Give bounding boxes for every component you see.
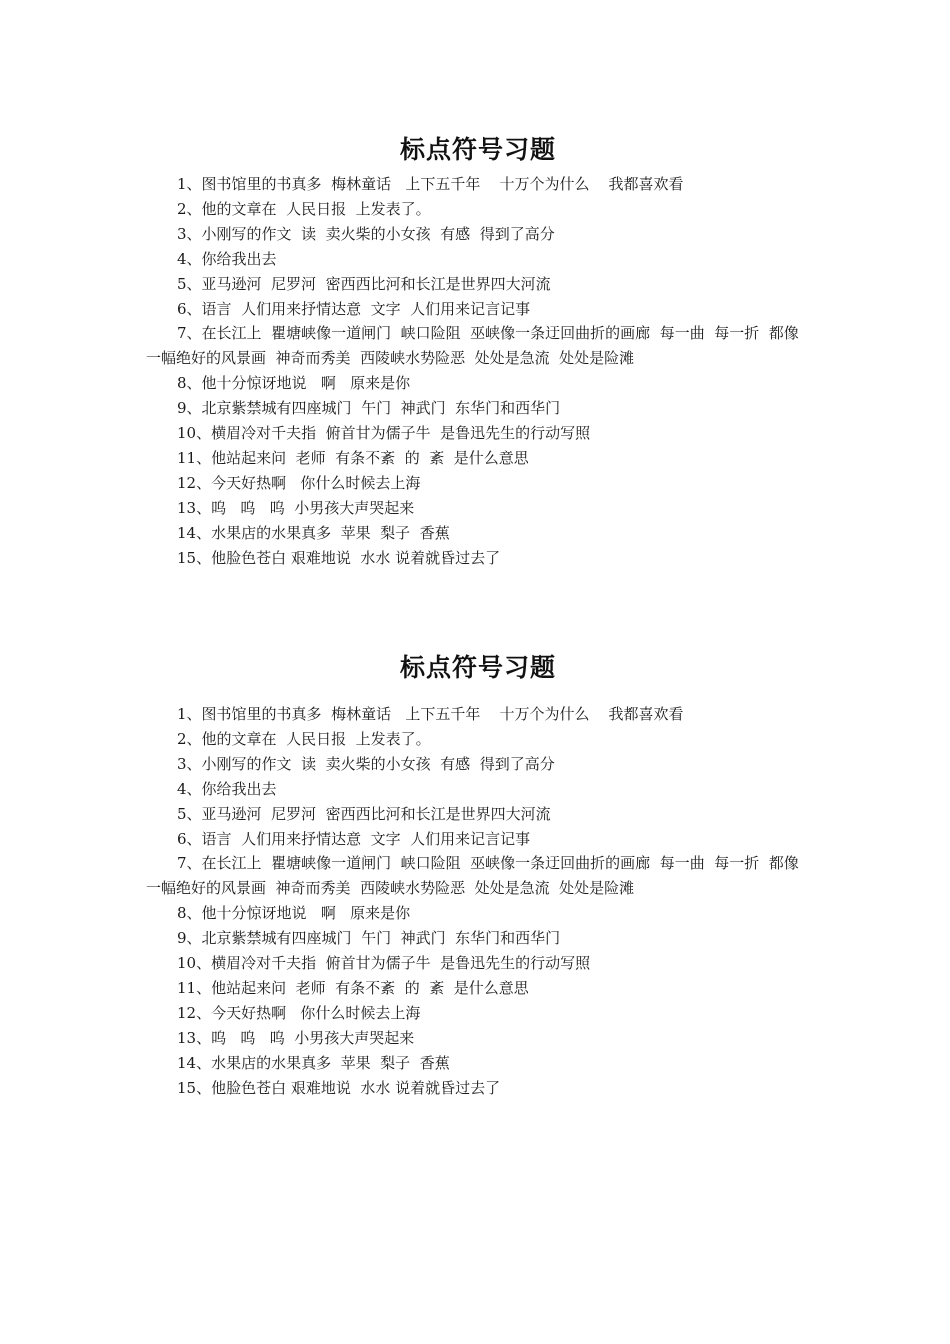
exercise-item: 7、在长江上 瞿塘峡像一道闸门 峡口险阻 巫峡像一条迂回曲折的画廊 每一曲 每一折 都像一幅绝好的风景画 神奇而秀美 西陵峡水势险恶 处处是急流 处处是险滩 [146,854,799,898]
exercise-item: 10、横眉冷对千夫指 俯首甘为儒子牛 是鲁迅先生的行动写照 [177,424,591,443]
exercise-item: 14、水果店的水果真多 苹果 梨子 香蕉 [177,523,450,542]
exercise-item: 8、他十分惊讶地说 啊 原来是你 [177,374,411,393]
exercise-item: 11、他站起来问 老师 有条不紊 的 紊 是什么意思 [177,978,529,997]
exercise-item: 15、他脸色苍白 艰难地说 水水 说着就昏过去了 [177,1078,501,1097]
exercise-item: 10、横眉冷对千夫指 俯首甘为儒子牛 是鲁迅先生的行动写照 [177,954,591,973]
exercise-item: 15、他脸色苍白 艰难地说 水水 说着就昏过去了 [177,548,501,567]
exercise-item: 9、北京紫禁城有四座城门 午门 神武门 东华门和西华门 [177,399,561,418]
exercise-item: 14、水果店的水果真多 苹果 梨子 香蕉 [177,1053,450,1072]
exercise-item: 13、呜 呜 呜 小男孩大声哭起来 [177,1028,415,1047]
exercise-item: 2、他的文章在 人民日报 上发表了。 [177,199,431,218]
exercise-item: 8、他十分惊讶地说 啊 原来是你 [177,904,411,923]
exercise-item: 7、在长江上 瞿塘峡像一道闸门 峡口险阻 巫峡像一条迂回曲折的画廊 每一曲 每一折 都像一幅绝好的风景画 神奇而秀美 西陵峡水势险恶 处处是急流 处处是险滩 [146,324,799,368]
exercise-list [146,172,810,571]
exercise-item: 5、亚马逊河 尼罗河 密西西比河和长江是世界四大河流 [177,274,551,293]
exercise-list [146,702,810,1101]
exercise-item: 5、亚马逊河 尼罗河 密西西比河和长江是世界四大河流 [177,804,551,823]
exercise-item: 4、你给我出去 [177,249,277,268]
exercise-item: 12、今天好热啊 你什么时候去上海 [177,473,421,492]
exercise-section-2 [146,650,810,1101]
exercise-item: 12、今天好热啊 你什么时候去上海 [177,1003,421,1022]
section-title: 标点符号习题 [399,135,556,164]
exercise-item: 4、你给我出去 [177,779,277,798]
exercise-item: 11、他站起来问 老师 有条不紊 的 紊 是什么意思 [177,448,529,467]
exercise-section-1 [146,132,810,571]
exercise-item: 1、图书馆里的书真多 梅林童话 上下五千年 十万个为什么 我都喜欢看 [177,175,684,193]
section-title: 标点符号习题 [399,653,556,682]
exercise-item: 6、语言 人们用来抒情达意 文字 人们用来记言记事 [177,829,531,848]
exercise-item: 13、呜 呜 呜 小男孩大声哭起来 [177,498,415,517]
exercise-item: 2、他的文章在 人民日报 上发表了。 [177,729,431,748]
exercise-item: 3、小刚写的作文 读 卖火柴的小女孩 有感 得到了高分 [177,754,555,773]
exercise-item: 6、语言 人们用来抒情达意 文字 人们用来记言记事 [177,299,531,318]
exercise-item: 9、北京紫禁城有四座城门 午门 神武门 东华门和西华门 [177,929,561,948]
exercise-item: 1、图书馆里的书真多 梅林童话 上下五千年 十万个为什么 我都喜欢看 [177,705,684,723]
exercise-item: 3、小刚写的作文 读 卖火柴的小女孩 有感 得到了高分 [177,224,555,243]
